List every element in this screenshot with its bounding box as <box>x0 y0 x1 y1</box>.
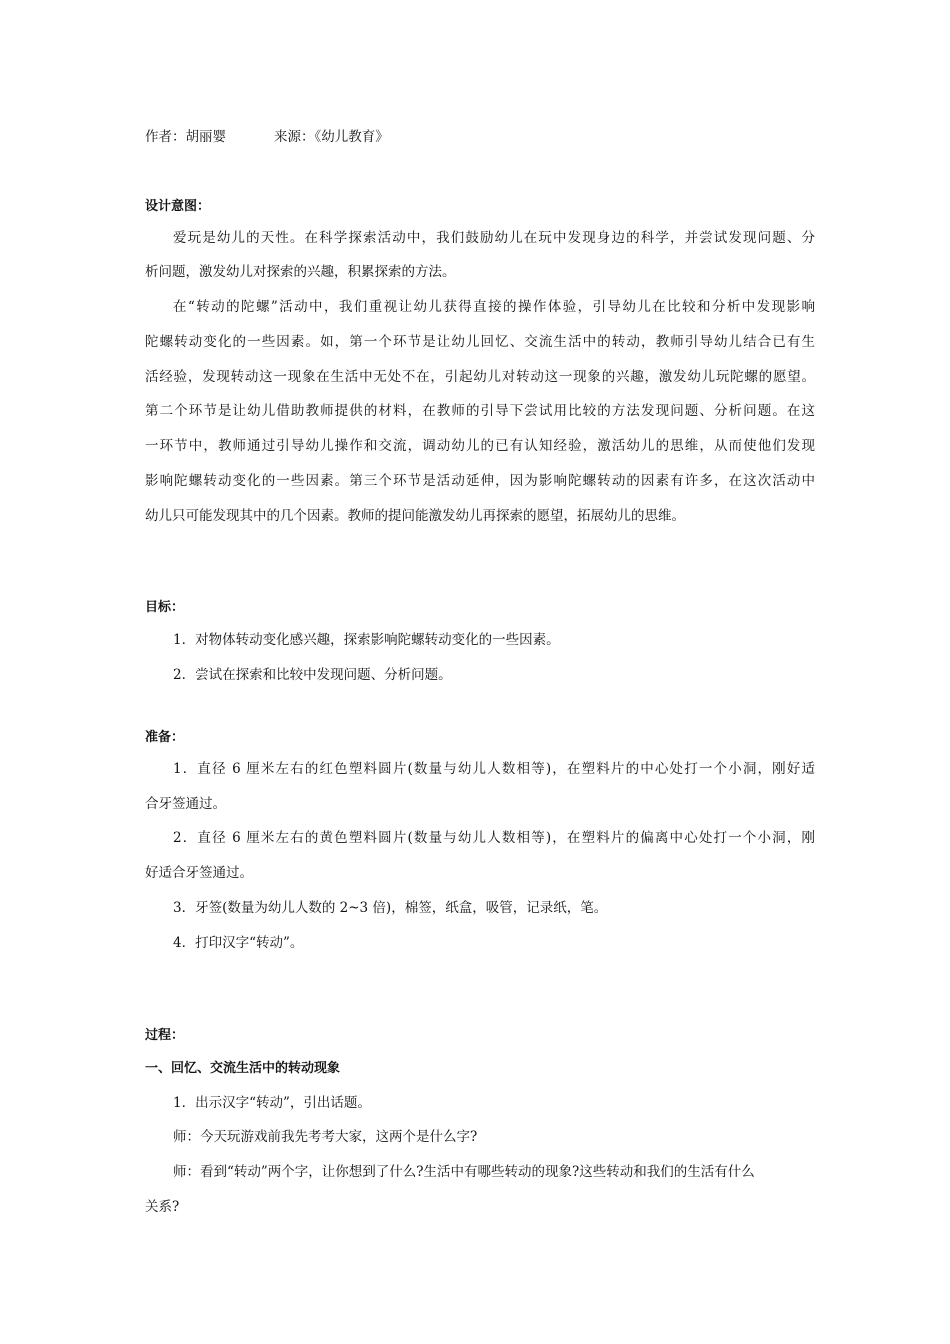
goal-item: 1．对物体转动变化感兴趣，探索影响陀螺转动变化的一些因素。 <box>173 632 560 648</box>
process-line: 1．出示汉字“转动”，引出话题。 <box>173 1095 371 1111</box>
design-paragraph-line: 陀螺转动变化的一些因素。如，第一个环节是让幼儿回忆、交流生活中的转动，教师引导幼儿结合已有生 <box>145 334 815 350</box>
goals-heading: 目标： <box>145 600 185 615</box>
design-paragraph-line: 析问题，激发幼儿对探索的兴趣，积累探索的方法。 <box>145 264 456 280</box>
design-paragraph-line: 第二个环节是让幼儿借助教师提供的材料，在教师的引导下尝试用比较的方法发现问题、分析问题。在这 <box>145 403 815 419</box>
process-line: 关系? <box>145 1199 180 1215</box>
goal-item: 2．尝试在探索和比较中发现问题、分析问题。 <box>173 667 452 683</box>
design-paragraph-line: 一环节中，教师通过引导幼儿操作和交流，调动幼儿的已有认知经验，激活幼儿的思维，从而使他们发现 <box>145 438 815 454</box>
design-paragraph-line: 爱玩是幼儿的天性。在科学探索活动中，我们鼓励幼儿在玩中发现身边的科学，并尝试发现问题、分 <box>173 230 815 246</box>
process-heading: 过程： <box>145 1028 185 1043</box>
meta-line <box>145 128 389 146</box>
prep-line: 1．直径 6 厘米左右的红色塑料圆片(数量与幼儿人数相等)，在塑料片的中心处打一个小洞，刚好适 <box>173 761 815 777</box>
prep-line: 好适合牙签通过。 <box>145 865 253 881</box>
author: 作者：胡丽婴 <box>145 129 226 145</box>
design-paragraph-line: 幼儿只可能发现其中的几个因素。教师的提问能激发幼儿再探索的愿望，拓展幼儿的思维。 <box>145 508 685 524</box>
prep-line: 2．直径 6 厘米左右的黄色塑料圆片(数量与幼儿人数相等)，在塑料片的偏离中心处打一个小洞，刚 <box>173 830 815 846</box>
source: 来源：《幼儿教育》 <box>274 129 389 145</box>
prep-line: 4．打印汉字“转动”。 <box>173 935 304 951</box>
design-paragraph-line: 活经验，发现转动这一现象在生活中无处不在，引起幼儿对转动这一现象的兴趣，激发幼儿玩陀螺的愿望。 <box>145 369 815 385</box>
process-line: 师：看到“转动”两个字，让你想到了什么?生活中有哪些转动的现象?这些转动和我们的生活有什么 <box>173 1164 755 1180</box>
prep-line: 合牙签通过。 <box>145 796 226 812</box>
design-heading: 设计意图： <box>145 199 211 214</box>
prep-line: 3．牙签(数量为幼儿人数的 2~3 倍)，棉签，纸盒，吸管，记录纸，笔。 <box>173 900 608 916</box>
process-line: 师：今天玩游戏前我先考考大家，这两个是什么字? <box>173 1129 478 1145</box>
process-section-title: 一、回忆、交流生活中的转动现象 <box>145 1061 341 1076</box>
design-paragraph-line: 在“转动的陀螺”活动中，我们重视让幼儿获得直接的操作体验，引导幼儿在比较和分析中发现影响 <box>173 299 815 315</box>
design-paragraph-line: 影响陀螺转动变化的一些因素。第三个环节是活动延伸，因为影响陀螺转动的因素有许多，在这次活动中 <box>145 473 815 489</box>
prep-heading: 准备： <box>145 730 185 745</box>
